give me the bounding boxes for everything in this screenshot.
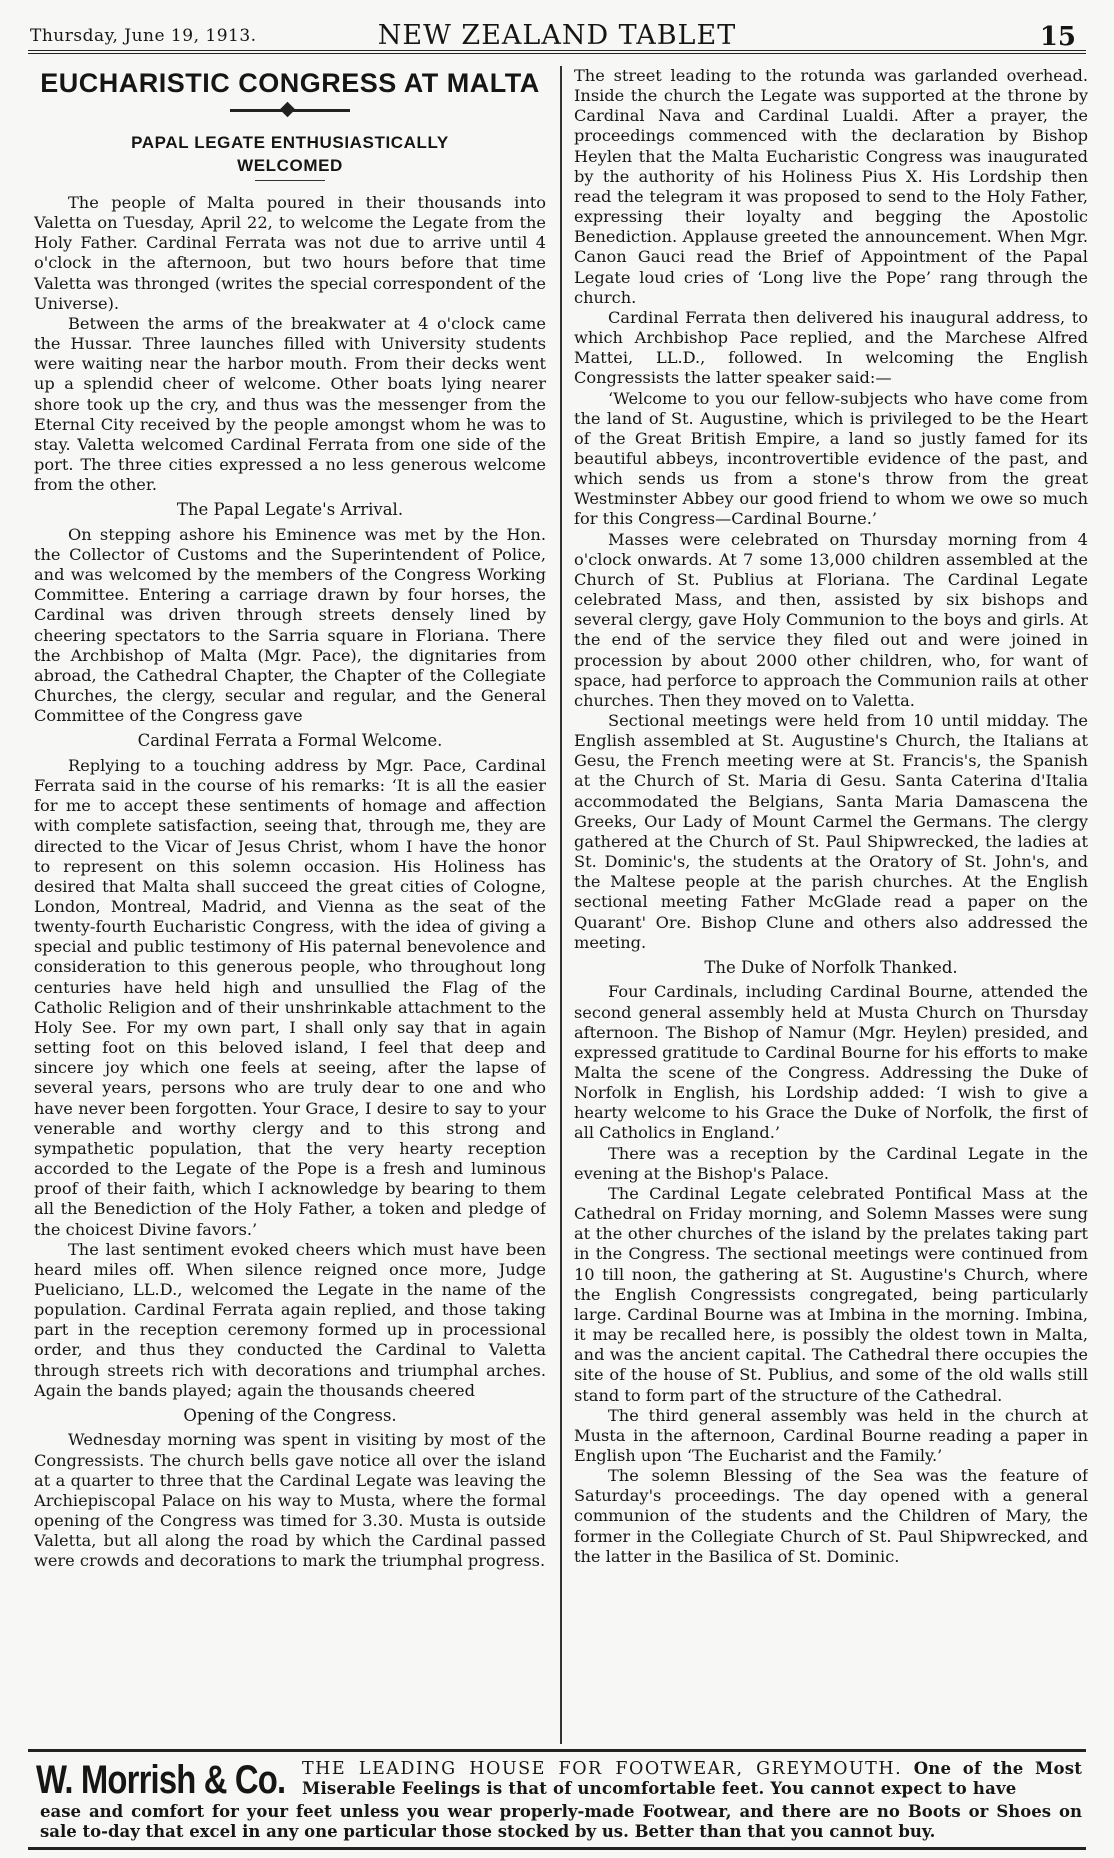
paragraph: Between the arms of the breakwater at 4 o'clock came the Hussar. Three launches filled with University students were waiting near the harbor mouth. From their decks went up a splendid cheer of welcome. Other boats lying nearer shore took up the cry, and thus was the messenger from the Eternal City received by the people amongst whom he was to stay. Valetta welcomed Cardinal Ferrata from one side of the port. The three cities expressed a no less generous welcome from the other. [34, 313, 546, 495]
article-subhead: PAPAL LEGATE ENTHUSIASTICALLY WELCOMED [131, 133, 449, 175]
left-column-body [34, 193, 546, 1572]
advert-headline: THE LEADING HOUSE FOR FOOTWEAR, GREYMOUTH. [302, 1759, 903, 1779]
headline-ornament [230, 103, 350, 117]
paragraph: The street leading to the rotunda was garlanded overhead. Inside the church the Legate was supported at the throne by Cardinal Nava and Cardinal Lualdi. After a prayer, the proceedings commenced with the declaration by Bishop Heylen that the Malta Eucharistic Congress was inaugurated by the authority of his Holiness Pius X. His Lordship then read the telegram it was proposed to send to the Holy Father, expressing their loyalty and begging the Apostolic Benediction. Applause greeted the announcement. When Mgr. Canon Gauci read the Brief of Appointment of the Papal Legate loud cries of ‘Long live the Pope’ rang through the church. [574, 66, 1088, 307]
advert-rule-bottom [28, 1847, 1086, 1850]
paragraph: Wednesday morning was spent in visiting by most of the Congressists. The church bells gave notice all over the island at a quarter to three that the Cardinal Legate was leaving the Archiepiscopal Palace on his way to Musta, where the formal opening of the Congress was timed for 3.30. Musta is outside Valetta, but all along the road by which the Cardinal passed were crowds and decorations to mark the triumphal progress. [34, 1430, 546, 1571]
paragraph: The solemn Blessing of the Sea was the feature of Saturday's proceedings. The day opened with a general communion of the students and the Children of Mary, the former in the Collegiate Church of St. Paul Shipwrecked, and the latter in the Basilica of St. Dominic. [574, 1466, 1088, 1566]
article-left-column [34, 66, 546, 1743]
paragraph: Cardinal Ferrata then delivered his inaugural address, to which Archbishop Pace replied, and the Marchese Alfred Mattei, LL.D., followed. In welcoming the English Congressists the latter speaker said:— [574, 307, 1088, 388]
masthead-rule [28, 50, 1086, 54]
section-heading: The Duke of Norfolk Thanked. [704, 957, 958, 977]
paragraph: The third general assembly was held in the church at Musta in the afternoon, Cardinal Bourne reading a paper in English upon ‘The Eucharist and the Family.’ [574, 1405, 1088, 1465]
article-headline: EUCHARISTIC CONGRESS AT MALTA [40, 68, 540, 98]
advert-line-1: One of the Most Miserable Feelings is that of uncomfortable feet. You cannot expect to have [302, 1759, 1083, 1798]
subhead-rule [255, 180, 325, 181]
section-heading: The Papal Legate's Arrival. [176, 500, 404, 520]
advert-rule-top [28, 1749, 1086, 1752]
advert-brand: W. Morrish & Co. [36, 1758, 286, 1802]
page-number: 15 [1039, 22, 1076, 52]
paragraph: Replying to a touching address by Mgr. Pace, Cardinal Ferrata said in the course of his remarks: ‘It is all the easier for me to accept these sentiments of homage and affection with complete satisfaction, seeing that, through me, they are directed to the Vicar of Jesus Christ, whom I have the honor to represent on this solemn occasion. His Holiness has desired that Malta shall succeed the great cities of Cologne, London, Montreal, Madrid, and Vienna as the seat of the twenty-fourth Eucharistic Congress, with the idea of giving a special and public testimony of His paternal benevolence and consideration to this generous people, who throughout long centuries have held high and unsullied the Flag of the Catholic Religion and of their unshrinkable attachment to the Holy See. For my own part, I shall only say that in again setting foot on this beloved island, I feel that deep and sincere joy which one feels at seeing, after the lapse of several years, persons who are truly dear to one and who have never been forgotten. Your Grace, I desire to say to your venerable and worthy clergy and to this strong and sympathetic population, that the very hearty reception accorded to the Legate of the Pope is a fresh and luminous proof of their faith, which I acknowledge by bearing to them all the Benediction of the Holy Father, a token and pledge of the choicest Divine favors.’ [34, 755, 546, 1239]
paragraph: ‘Welcome to you our fellow-subjects who have come from the land of St. Augustine, which is privileged to be the Heart of the Great British Empire, a land so justly famed for its beautiful abbeys, incontrovertible evidence of the past, and which sends us from a stone's throw from the great Westminster Abbey our good friend to whom we owe so much for this Congress—Cardinal Bourne.’ [574, 388, 1088, 529]
paragraph: The last sentiment evoked cheers which must have been heard miles off. When silence reigned once more, Judge Pueliciano, LL.D., welcomed the Legate in the name of the population. Cardinal Ferrata again replied, and those taking part in the reception ceremony formed up in processional order, and thus they conducted the Cardinal to Valetta through streets rich with decorations and triumphal arches. Again the bands played; again the thousands cheered [34, 1239, 546, 1400]
article-right-column [574, 66, 1088, 1743]
paragraph: Four Cardinals, including Cardinal Bourne, attended the second general assembly held at Musta Church on Thursday afternoon. The Bishop of Namur (Mgr. Heylen) presided, and expressed gratitude to Cardinal Bourne for his efforts to make Malta the scene of the Congress. Addressing the Duke of Norfolk in English, his Lordship added: ‘I wish to give a hearty welcome to his Grace the Duke of Norfolk, the first of all Catholics in England.’ [574, 982, 1088, 1143]
paragraph: There was a reception by the Cardinal Legate in the evening at the Bishop's Palace. [574, 1143, 1088, 1183]
section-heading: Opening of the Congress. [183, 1405, 397, 1425]
advert-lead [302, 1759, 1082, 1798]
paragraph: The Cardinal Legate celebrated Pontifical Mass at the Cathedral on Friday morning, and Solemn Masses were sung at the other churches of the island by the prelates taking part in the Congress. The sectional meetings were continued from 10 till noon, the gathering at St. Augustine's Church, where the English Congressists congregated, being particularly large. Cardinal Bourne was at Imbina in the morning. Imbina, it may be recalled here, is possibly the oldest town in Malta, and was the ancient capital. The Cathedral there occupies the site of the house of St. Publius, and some of the old walls still stand to form part of the structure of the Cathedral. [574, 1183, 1088, 1405]
advert-line-2: ease and comfort for your feet unless you wear properly-made Footwear, and there are no Boots or Shoes on sale to-day that excel in any one particular those stocked by us. Better than that you cannot buy. [40, 1802, 1082, 1841]
paragraph: The people of Malta poured in their thousands into Valetta on Tuesday, April 22, to welcome the Legate from the Holy Father. Cardinal Ferrata was not due to arrive until 4 o'clock in the afternoon, but two hours before that time Valetta was thronged (writes the special correspondent of the Universe). [34, 193, 546, 313]
paragraph: Sectional meetings were held from 10 until midday. The English assembled at St. Augustine's Church, the Italians at Gesu, the French meeting were at St. Francis's, the Spanish at the Church of St. Maria di Gesu. Santa Caterina d'Italia accommodated the Belgians, Santa Maria Damascena the Greeks, Our Lady of Mount Carmel the Germans. The clergy gathered at the Church of St. Paul Shipwrecked, the ladies at St. Dominic's, the students at the Oratory of St. John's, and the Maltese people at the parish churches. At the English sectional meeting Father McGlade read a paper on the Quarant' Ore. Bishop Clune and others also addressed the meeting. [574, 711, 1088, 952]
paragraph: On stepping ashore his Eminence was met by the Hon. the Collector of Customs and the Superintendent of Police, and was welcomed by the members of the Congress Working Committee. Entering a carriage drawn by four horses, the Cardinal was driven through streets densely lined by cheering spectators to the Sarria square in Floriana. There the Archbishop of Malta (Mgr. Pace), the dignitaries from abroad, the Cathedral Chapter, the Chapter of the Collegiate Churches, the clergy, secular and regular, and the General Committee of the Congress gave [34, 524, 546, 726]
publication-title: NEW ZEALAND TABLET [377, 20, 737, 51]
masthead [30, 14, 1084, 54]
issue-date: Thursday, June 19, 1913. [30, 26, 257, 46]
section-heading: Cardinal Ferrata a Formal Welcome. [137, 731, 443, 751]
right-column-body [574, 66, 1088, 1567]
column-separator [560, 66, 562, 1744]
paragraph: Masses were celebrated on Thursday morning from 4 o'clock onwards. At 7 some 13,000 children assembled at the Church of St. Publius at Floriana. The Cardinal Legate celebrated Mass, and then, assisted by six bishops and several clergy, gave Holy Communion to the boys and girls. At the end of the service they filed out and were joined in procession by about 2000 other children, who, for want of space, had perforce to approach the Communion rails at other churches. Then they moved on to Valetta. [574, 529, 1088, 710]
